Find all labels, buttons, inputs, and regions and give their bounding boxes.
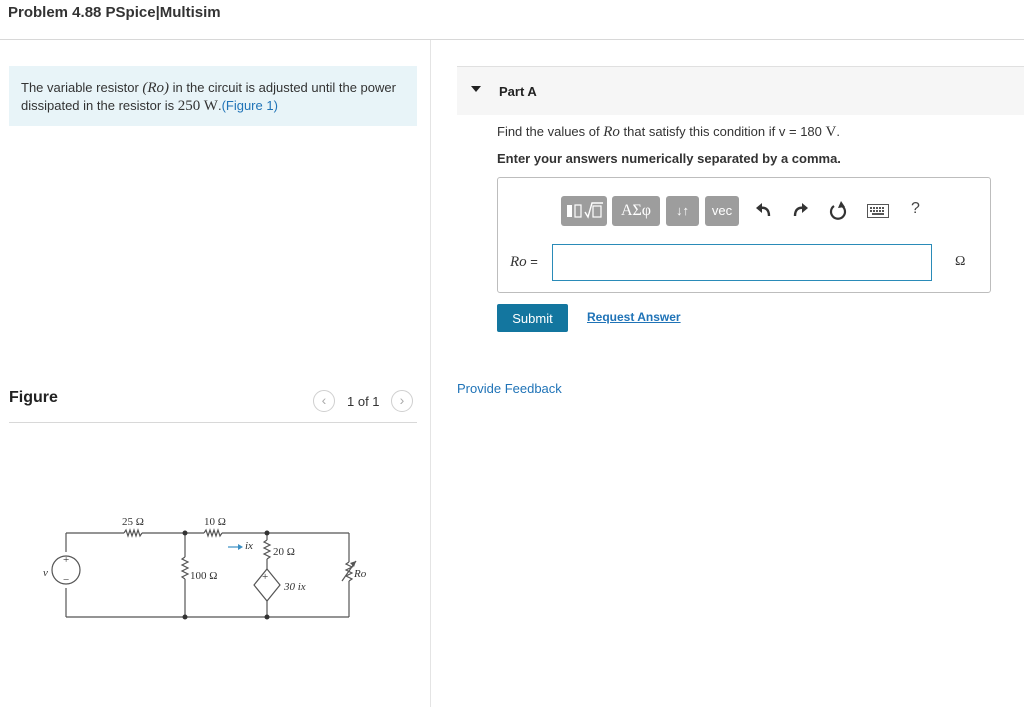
question-after: .	[836, 124, 840, 139]
r1-label: 25 Ω	[122, 516, 144, 528]
power-value: 250 W	[177, 98, 218, 114]
resistor-10	[204, 530, 222, 536]
question-before: Find the values of	[497, 124, 604, 139]
figure-link[interactable]: (Figure 1)	[221, 98, 278, 113]
greek-symbols-button[interactable]: ΑΣφ	[612, 196, 660, 226]
r4-label: 20 Ω	[273, 546, 295, 558]
dep-source-plus: +	[262, 571, 269, 583]
instruction-text: Enter your answers numerically separated by a comma.	[497, 151, 841, 166]
question-condition: v = 180	[778, 124, 822, 139]
next-figure-button[interactable]	[391, 390, 413, 412]
redo-icon[interactable]	[791, 200, 809, 222]
provide-feedback-link[interactable]: Provide Feedback	[457, 381, 562, 396]
previous-figure-button[interactable]	[313, 390, 335, 412]
column-divider	[430, 40, 431, 707]
chevron-right-icon: ›	[399, 392, 405, 408]
question-unit: V	[825, 124, 837, 140]
r3-label: 100 Ω	[190, 570, 218, 582]
chevron-left-icon: ‹	[321, 392, 327, 408]
answer-input[interactable]	[552, 244, 932, 281]
source-plus: +	[63, 554, 70, 566]
help-button[interactable]: ?	[911, 200, 920, 217]
problem-statement	[9, 66, 417, 126]
node-bottom-1	[183, 615, 188, 620]
figure-label: Figure	[9, 389, 58, 406]
resistor-100	[182, 557, 188, 579]
current-label: ix	[245, 540, 253, 552]
node-top-1	[183, 531, 188, 536]
header-divider	[0, 39, 1024, 40]
answer-input-label	[510, 254, 538, 271]
intro-text-after: .	[217, 98, 222, 113]
resistor-25	[124, 530, 142, 536]
undo-icon[interactable]	[755, 200, 773, 222]
templates-button[interactable]	[561, 196, 607, 226]
figure-header	[9, 385, 417, 423]
request-answer-link[interactable]: Request Answer	[587, 310, 681, 324]
resistor-20	[264, 540, 270, 559]
answer-box	[497, 177, 991, 293]
page-title: Problem 4.88 PSpice|Multisim	[8, 4, 221, 21]
reset-icon[interactable]	[828, 200, 848, 222]
ro-label-circuit: Ro	[354, 568, 367, 580]
templates-icon	[561, 196, 607, 226]
node-bottom-2	[265, 615, 270, 620]
r2-label: 10 Ω	[204, 516, 226, 528]
part-label: Part A	[499, 84, 537, 99]
dep-source-label: 30 ix	[284, 581, 306, 593]
arrows-button[interactable]: ↓↑	[666, 196, 699, 226]
answer-symbol: Ro	[510, 254, 527, 270]
vector-button[interactable]: vec	[705, 196, 739, 226]
question-text	[497, 124, 840, 141]
question-symbol: Ro	[603, 124, 620, 140]
part-a-header[interactable]	[457, 66, 1024, 115]
circuit-diagram	[40, 505, 370, 630]
node-top-2	[265, 531, 270, 536]
resistor-symbol: (Ro)	[142, 80, 170, 96]
answer-equals: =	[526, 254, 538, 269]
keyboard-icon[interactable]	[867, 204, 889, 218]
current-arrowhead	[238, 544, 243, 550]
source-minus: −	[63, 574, 70, 586]
figure-pager-text: 1 of 1	[347, 394, 380, 409]
unit-label: Ω	[955, 254, 966, 269]
question-middle: that satisfy this condition if	[619, 124, 779, 139]
intro-text-before: The variable resistor	[21, 80, 143, 95]
intro-text-middle: in the circuit is adjusted until the power dissipated in the resistor is	[21, 80, 396, 113]
caret-down-icon	[471, 84, 481, 94]
source-label: v	[43, 567, 48, 579]
submit-button[interactable]: Submit	[497, 304, 568, 332]
